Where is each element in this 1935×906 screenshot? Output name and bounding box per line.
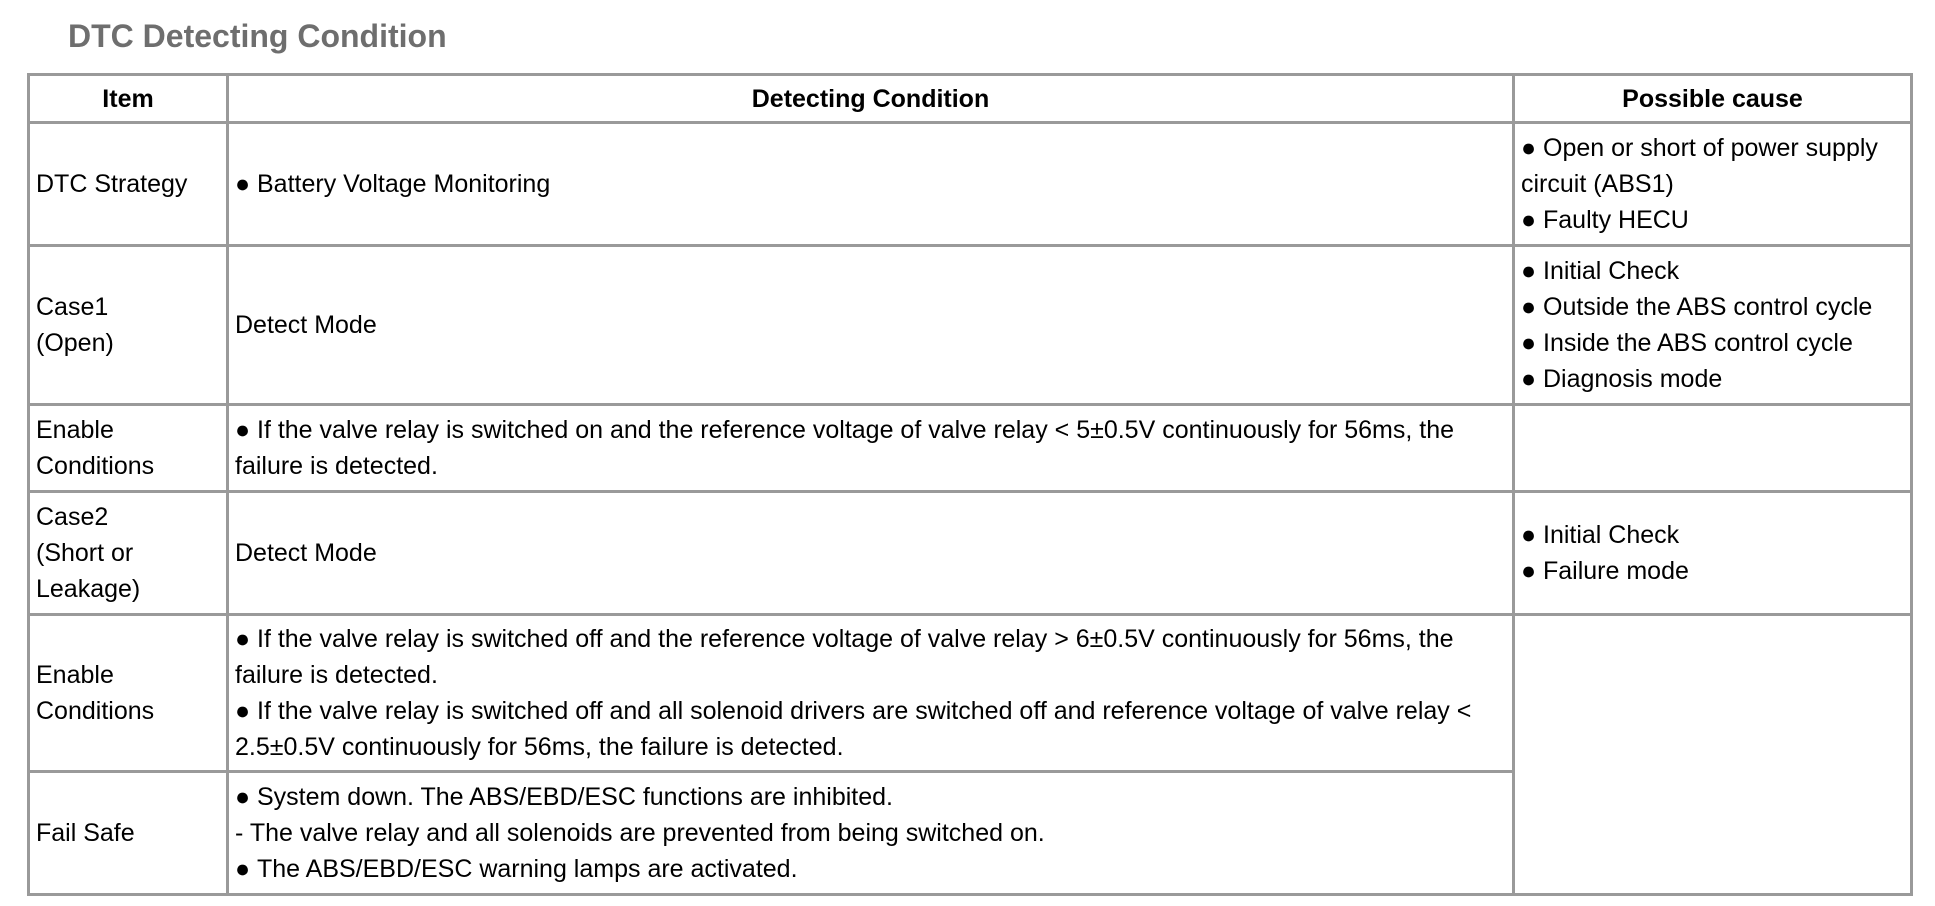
- bullet-icon: ●: [235, 783, 251, 811]
- bullet-icon: ●: [1521, 365, 1537, 393]
- bullet-icon: ●: [235, 855, 251, 883]
- item-label-line: Enable: [36, 661, 114, 689]
- cause-bullet-item: [1521, 361, 1904, 397]
- cause-bullet-item: [1521, 517, 1904, 553]
- bullet-icon: ●: [1521, 257, 1537, 285]
- item-label-line: Enable: [36, 416, 114, 444]
- item-label-line: Leakage): [36, 575, 141, 603]
- cell-cause-empty: [1514, 405, 1912, 492]
- condition-text: If the valve relay is switched off and all solenoid drivers are switched off and reference voltage of valve relay < 2.5±0.5V continuously for 56ms, the failure is detected.: [235, 697, 1472, 761]
- condition-text: System down. The ABS/EBD/ESC functions are inhibited.: [257, 783, 893, 811]
- bullet-icon: ●: [1521, 557, 1537, 585]
- cell-condition: [228, 246, 1514, 405]
- cell-item: [29, 615, 228, 772]
- cause-bullet-item: [1521, 325, 1904, 361]
- cell-condition: [228, 123, 1514, 246]
- condition-bullet-item: [235, 166, 1506, 202]
- item-label: DTC Strategy: [36, 170, 188, 198]
- bullet-icon: ●: [1521, 521, 1537, 549]
- item-label-line: (Short or: [36, 539, 134, 567]
- cell-item: [29, 492, 228, 615]
- cause-text: Initial Check: [1543, 521, 1680, 549]
- cell-item: [29, 405, 228, 492]
- table-header-row: [29, 75, 1912, 123]
- cell-condition: [228, 405, 1514, 492]
- bullet-icon: ●: [1521, 206, 1537, 234]
- cause-text: Open or short of power supply circuit (ABS1): [1521, 134, 1878, 198]
- item-label-line: (Open): [36, 329, 114, 357]
- item-label: Fail Safe: [36, 819, 135, 847]
- condition-text: Detect Mode: [235, 539, 377, 567]
- bullet-icon: ●: [235, 697, 251, 725]
- cause-text: Diagnosis mode: [1543, 365, 1723, 393]
- cell-condition: [228, 772, 1514, 895]
- cause-bullet-item: [1521, 289, 1904, 325]
- cell-condition: [228, 492, 1514, 615]
- page-title: DTC Detecting Condition: [68, 18, 447, 54]
- condition-text: The ABS/EBD/ESC warning lamps are activated.: [257, 855, 798, 883]
- condition-text: Detect Mode: [235, 311, 377, 339]
- condition-text: If the valve relay is switched off and the reference voltage of valve relay > 6±0.5V continuously for 56ms, the failure is detected.: [235, 625, 1454, 689]
- cell-item: [29, 246, 228, 405]
- cell-cause-empty: [1514, 615, 1912, 895]
- table-row-enable-conditions-1: [29, 405, 1912, 492]
- table-row-case2: [29, 492, 1912, 615]
- header-detecting-condition: Detecting Condition: [228, 75, 1514, 123]
- condition-bullet-item: [235, 851, 1506, 887]
- condition-text: - The valve relay and all solenoids are prevented from being switched on.: [235, 819, 1045, 847]
- cause-text: Inside the ABS control cycle: [1543, 329, 1853, 357]
- bullet-icon: ●: [235, 170, 251, 198]
- bullet-icon: ●: [1521, 134, 1537, 162]
- item-label-line: Conditions: [36, 697, 155, 725]
- table-row-case1: [29, 246, 1912, 405]
- cause-text: Faulty HECU: [1543, 206, 1689, 234]
- cell-cause: [1514, 492, 1912, 615]
- cause-text: Initial Check: [1543, 257, 1680, 285]
- bullet-icon: ●: [1521, 329, 1537, 357]
- bullet-icon: ●: [1521, 293, 1537, 321]
- bullet-icon: ●: [235, 625, 251, 653]
- cause-bullet-item: [1521, 553, 1904, 589]
- cause-bullet-item: [1521, 130, 1904, 202]
- cell-item: [29, 772, 228, 895]
- cell-condition: [228, 615, 1514, 772]
- cell-cause: [1514, 246, 1912, 405]
- dtc-condition-table: [27, 73, 1913, 896]
- condition-bullet-item: [235, 621, 1506, 693]
- condition-bullet-item: [235, 779, 1506, 815]
- table-row-enable-conditions-2: [29, 615, 1912, 772]
- cause-bullet-item: [1521, 202, 1904, 238]
- item-label-line: Conditions: [36, 452, 155, 480]
- condition-bullet-item: [235, 693, 1506, 765]
- header-item: Item: [29, 75, 228, 123]
- item-label-line: Case2: [36, 503, 109, 531]
- condition-text: If the valve relay is switched on and the reference voltage of valve relay < 5±0.5V continuously for 56ms, the failure is detected.: [235, 416, 1455, 480]
- condition-text: Battery Voltage Monitoring: [257, 170, 551, 198]
- header-possible-cause: Possible cause: [1514, 75, 1912, 123]
- cell-cause: [1514, 123, 1912, 246]
- condition-bullet-item: [235, 412, 1506, 484]
- bullet-icon: ●: [235, 416, 251, 444]
- table-row-dtc-strategy: [29, 123, 1912, 246]
- item-label-line: Case1: [36, 293, 109, 321]
- cell-item: [29, 123, 228, 246]
- cause-bullet-item: [1521, 253, 1904, 289]
- cause-text: Failure mode: [1543, 557, 1689, 585]
- cause-text: Outside the ABS control cycle: [1543, 293, 1873, 321]
